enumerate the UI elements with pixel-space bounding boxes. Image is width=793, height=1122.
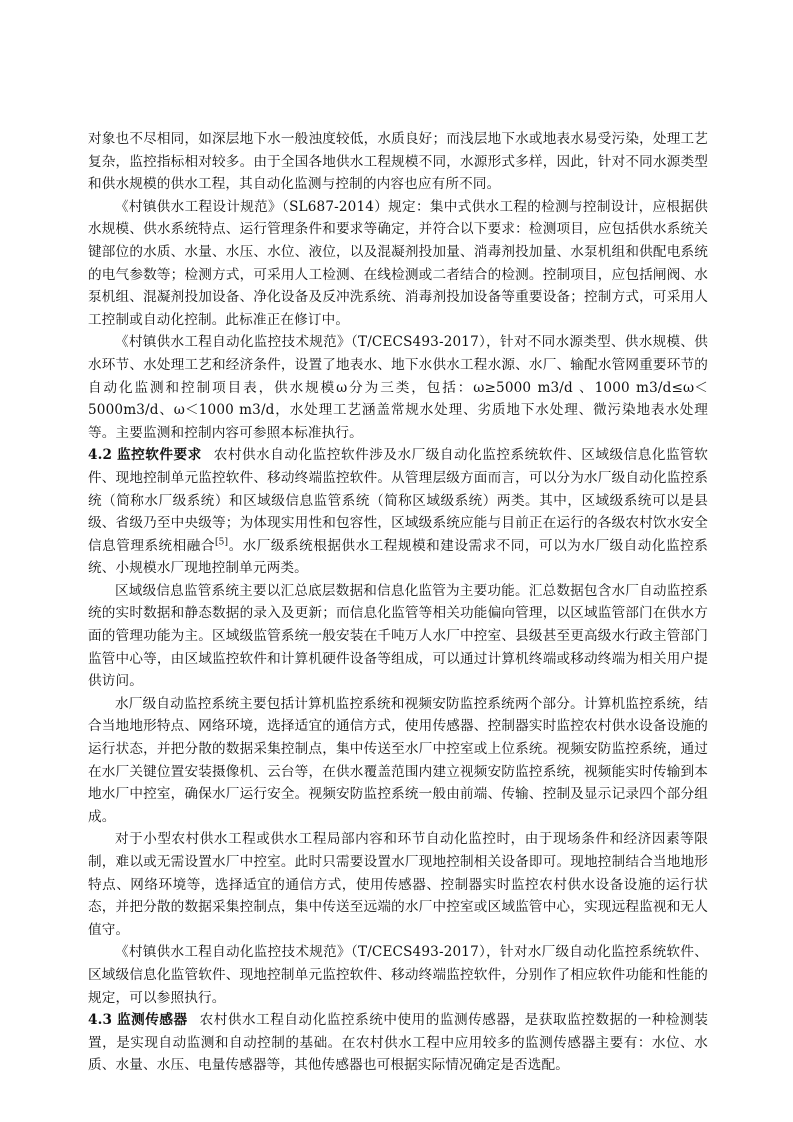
section-title: 监控软件要求	[116, 447, 202, 464]
section-text: 农村供水工程自动化监控系统中使用的监测传感器，是获取监控数据的一种检测装置，是实现自动监测和自动控制的基础。在农村供水工程中应用较多的监测传感器主要有：水位、水质、水量、水压、电量传感器等，其他传感器也可根据实际情况确定是否选配。	[88, 1012, 708, 1074]
section-number: 4.2	[88, 447, 113, 464]
citation-ref: [5]	[215, 537, 229, 548]
paragraph-small-scale: 对于小型农村供水工程或供水工程局部内容和环节自动化监控时，由于现场条件和经济因素等限制，难以或无需设置水厂中控室。此时只需要设置水厂现地控制相关设备即可。现地控制结合当地地形特点、网络环境等，选择适宜的通信方式，使用传感器、控制器实时监控农村供水设备设施的运行状态，并把分散的数据采集控制点，集中传送至远端的水厂中控室或区域监管中心，实现远程监视和无人值守。	[88, 831, 708, 938]
section-number: 4.3	[88, 1012, 113, 1029]
section-text-continued: 。水厂级系统根据供水工程规模和建设需求不同，可以为水厂级自动化监控系统、小规模水厂现地控制单元两类。	[88, 537, 708, 577]
paragraph-continued: 对象也不尽相同，如深层地下水一般浊度较低，水质良好；而浅层地下水或地表水易受污染，处理工艺复杂，监控指标相对较多。由于全国各地供水工程规模不同，水源形式多样，因此，针对不同水源类型和供水规模的供水工程，其自动化监测与控制的内容也应有所不同。	[88, 131, 708, 193]
section-text: 农村供水自动化监控软件涉及水厂级自动化监控系统软件、区域级信息化监管软件、现地控制单元监控软件、移动终端监控软件。从管理层级方面而言，可以分为水厂级自动化监控系统（简称水厂级系统）和区域级信息监管系统（简称区域级系统）两类。其中，区域级系统可以是县级、省级乃至中央级等；为体现实用性和包容性，区域级系统应能与目前正在运行的各级农村饮水安全信息管理系统相融合	[88, 447, 708, 554]
section-title: 监测传感器	[116, 1012, 188, 1029]
paragraph-regional-system: 区域级信息监管系统主要以汇总底层数据和信息化监管为主要功能。汇总数据包含水厂自动监控系统的实时数据和静态数据的录入及更新；而信息化监管等相关功能偏向管理，以区域监管部门在供水方面的管理功能为主。区域级监管系统一般安装在千吨万人水厂中控室、县级甚至更高级水行政主管部门监管中心等，由区域监控软件和计算机硬件设备等组成，可以通过计算机终端或移动终端为相关用户提供访问。	[88, 582, 708, 690]
paragraph-design-code: 《村镇供水工程设计规范》（SL687-2014）规定：集中式供水工程的检测与控制设计，应根据供水规模、供水系统特点、运行管理条件和要求等确定，并符合以下要求：检测项目，应包括供水系统关键部位的水质、水量、水压、水位、液位，以及混凝剂投加量、消毒剂投加量、水泵机组和供配电系统的电气参数等；检测方式，可采用人工检测、在线检测或二者结合的检测。控制项目，应包括闸阀、水泵机组、混凝剂投加设备、净化设备及反冲洗系统、消毒剂投加设备等重要设备；控制方式，可采用人工控制或自动化控制。此标准正在修订中。	[88, 198, 708, 328]
section-4-3	[88, 1009, 708, 1077]
paragraph-software-standard: 《村镇供水工程自动化监控技术规范》（T/CECS493-2017），针对水厂级自动化监控系统软件、区域级信息化监管软件、现地控制单元监控软件、移动终端监控软件，分别作了相应软件功能和性能的规定，可以参照执行。	[88, 944, 708, 1006]
section-4-2	[88, 444, 708, 580]
paragraph-plant-system: 水厂级自动监控系统主要包括计算机监控系统和视频安防监控系统两个部分。计算机监控系统，结合当地地形特点、网络环境，选择适宜的通信方式，使用传感器、控制器实时监控农村供水设备设施的运行状态，并把分散的数据采集控制点，集中传送至水厂中控室或上位系统。视频安防监控系统，通过在水厂关键位置安装摄像机、云台等，在供水覆盖范围内建立视频安防监控系统，视频能实时传输到本地水厂中控室，确保水厂运行安全。视频安防监控系统一般由前端、传输、控制及显示记录四个部分组成。	[88, 695, 708, 825]
page-body	[88, 128, 708, 1077]
paragraph-monitoring-standard: 《村镇供水工程自动化监控技术规范》（T/CECS493-2017），针对不同水源类型、供水规模、供水环节、水处理工艺和经济条件，设置了地表水、地下水供水工程水源、水厂、输配水管网重要环节的自动化监测和控制项目表，供水规模ω分为三类，包括：ω≥5000 m3/d 、1000 m3/d≤ω＜5000m3/d、ω＜1000 m3/d，水处理工艺涵盖常规水处理、劣质地下水处理、微污染地表水处理等。主要监测和控制内容可参照本标准执行。	[88, 334, 708, 441]
